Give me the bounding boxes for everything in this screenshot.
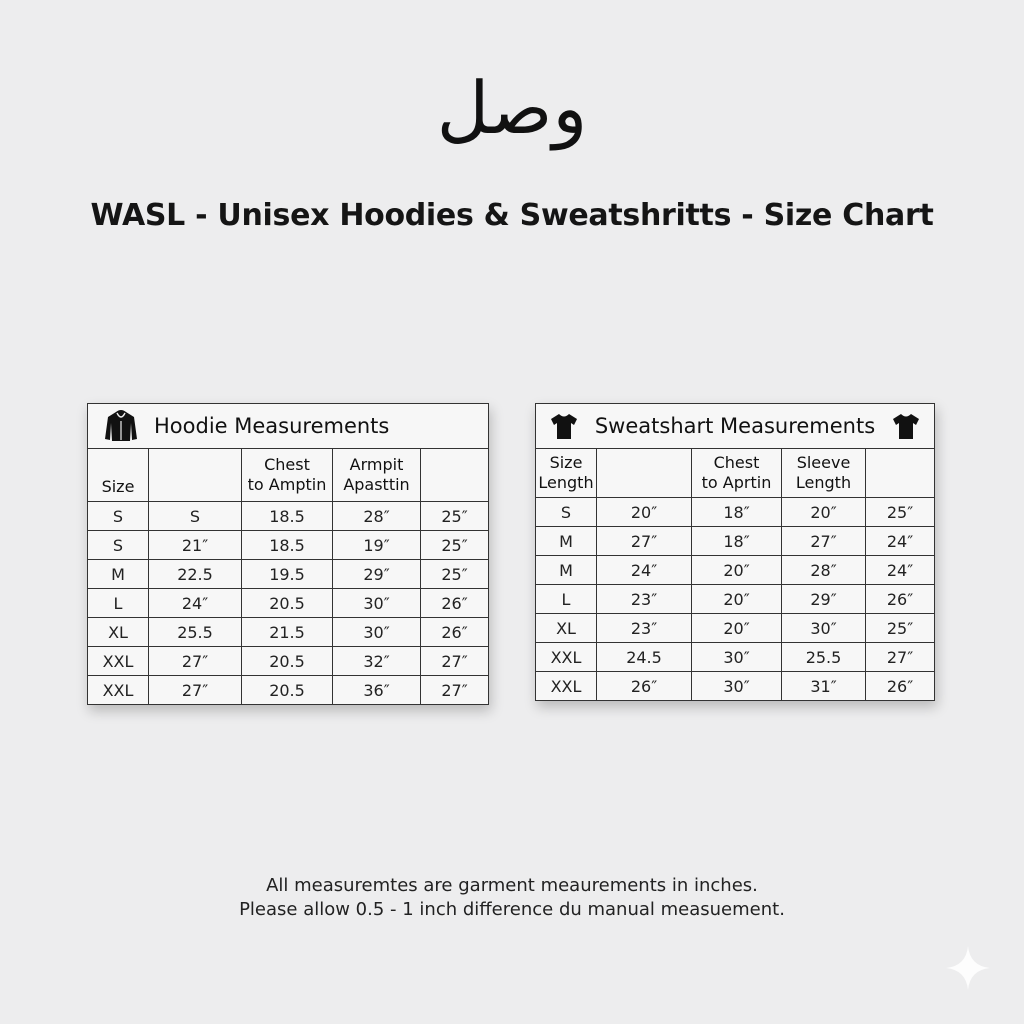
table-cell: 25″ bbox=[866, 498, 935, 527]
table-cell: XXL bbox=[536, 672, 597, 701]
footer-note bbox=[0, 874, 1024, 922]
table-cell: 20″ bbox=[692, 556, 782, 585]
table-cell: S bbox=[536, 498, 597, 527]
column-header-line: Armpit bbox=[349, 455, 404, 474]
table-cell: L bbox=[88, 589, 149, 618]
column-header: Size bbox=[88, 449, 149, 502]
table-cell: M bbox=[536, 527, 597, 556]
table-cell: 18″ bbox=[692, 527, 782, 556]
column-header bbox=[149, 449, 242, 502]
table-cell: 24″ bbox=[149, 589, 242, 618]
table-cell: L bbox=[536, 585, 597, 614]
hoodie-icon bbox=[104, 409, 138, 443]
table-cell: 18.5 bbox=[242, 531, 333, 560]
table-cell: 20″ bbox=[692, 585, 782, 614]
table-cell: XXL bbox=[88, 676, 149, 705]
table-cell: 23″ bbox=[597, 614, 692, 643]
table-cell: 27″ bbox=[149, 676, 242, 705]
table-cell: 25″ bbox=[421, 531, 489, 560]
table-cell: 27″ bbox=[597, 527, 692, 556]
table-cell: 21.5 bbox=[242, 618, 333, 647]
column-header bbox=[421, 449, 489, 502]
table-cell: 30″ bbox=[782, 614, 866, 643]
table-cell: 30″ bbox=[692, 672, 782, 701]
table-row bbox=[536, 643, 935, 672]
table-cell: 26″ bbox=[866, 585, 935, 614]
hoodie-table-header bbox=[88, 404, 489, 449]
sparkle-icon bbox=[943, 943, 993, 993]
table-cell: 27″ bbox=[149, 647, 242, 676]
column-header-line: Sleeve bbox=[796, 453, 851, 472]
sweatshirt-measurements-table bbox=[535, 403, 935, 701]
table-row bbox=[88, 502, 489, 531]
table-cell: M bbox=[536, 556, 597, 585]
table-cell: 18″ bbox=[692, 498, 782, 527]
table-cell: XXL bbox=[88, 647, 149, 676]
table-cell: 36″ bbox=[333, 676, 421, 705]
table-row bbox=[536, 527, 935, 556]
column-header-line: Length bbox=[795, 473, 852, 492]
table-cell: 19.5 bbox=[242, 560, 333, 589]
column-header-line: Size bbox=[549, 453, 583, 472]
table-cell: 26″ bbox=[597, 672, 692, 701]
table-cell: 26″ bbox=[421, 589, 489, 618]
table-cell: 18.5 bbox=[242, 502, 333, 531]
table-row bbox=[88, 589, 489, 618]
table-cell: XL bbox=[88, 618, 149, 647]
table-cell: 31″ bbox=[782, 672, 866, 701]
table-cell: XXL bbox=[536, 643, 597, 672]
column-header-line: Length bbox=[538, 473, 594, 492]
table-cell: 20″ bbox=[597, 498, 692, 527]
table-cell: 23″ bbox=[597, 585, 692, 614]
table-cell: 20.5 bbox=[242, 647, 333, 676]
table-cell: 25″ bbox=[866, 614, 935, 643]
column-header bbox=[782, 449, 866, 498]
table-cell: 28″ bbox=[782, 556, 866, 585]
column-header-line: Apasttin bbox=[343, 475, 410, 494]
table-cell: 30″ bbox=[333, 589, 421, 618]
table-row bbox=[536, 672, 935, 701]
table-cell: 27″ bbox=[421, 647, 489, 676]
wasl-logo: وصل bbox=[436, 66, 588, 150]
table-cell: 25″ bbox=[421, 502, 489, 531]
table-cell: S bbox=[149, 502, 242, 531]
hoodie-table-title: Hoodie Measurements bbox=[154, 414, 390, 438]
table-cell: 27″ bbox=[421, 676, 489, 705]
table-cell: 22.5 bbox=[149, 560, 242, 589]
table-cell: 30″ bbox=[333, 618, 421, 647]
table-row bbox=[536, 498, 935, 527]
column-header-line: Chest bbox=[713, 453, 760, 472]
table-cell: 25.5 bbox=[149, 618, 242, 647]
table-cell: 24″ bbox=[866, 556, 935, 585]
table-row bbox=[88, 647, 489, 676]
column-header bbox=[333, 449, 421, 502]
table-row bbox=[88, 618, 489, 647]
table-cell: 20.5 bbox=[242, 676, 333, 705]
table-cell: 20.5 bbox=[242, 589, 333, 618]
table-cell: 21″ bbox=[149, 531, 242, 560]
column-header bbox=[597, 449, 692, 498]
column-header-line: to Amptin bbox=[247, 475, 327, 494]
table-cell: XL bbox=[536, 614, 597, 643]
table-row bbox=[88, 676, 489, 705]
table-cell: 26″ bbox=[421, 618, 489, 647]
sweatshirt-table-header bbox=[536, 404, 935, 449]
table-cell: M bbox=[88, 560, 149, 589]
column-header-line: Chest bbox=[264, 455, 310, 474]
table-row bbox=[536, 585, 935, 614]
table-row bbox=[88, 531, 489, 560]
table-cell: 28″ bbox=[333, 502, 421, 531]
table-cell: 25.5 bbox=[782, 643, 866, 672]
column-header bbox=[536, 449, 597, 498]
table-row bbox=[88, 560, 489, 589]
column-header-line: to Aprtin bbox=[701, 473, 772, 492]
column-header bbox=[242, 449, 333, 502]
table-row bbox=[536, 614, 935, 643]
page-title: WASL - Unisex Hoodies & Sweatshritts - Size Chart bbox=[90, 198, 934, 233]
table-row bbox=[536, 556, 935, 585]
footer-line-2: Please allow 0.5 - 1 inch difference du manual measuement. bbox=[239, 899, 785, 920]
column-header bbox=[692, 449, 782, 498]
table-cell: 27″ bbox=[866, 643, 935, 672]
table-cell: 26″ bbox=[866, 672, 935, 701]
table-cell: 20″ bbox=[782, 498, 866, 527]
tshirt-icon bbox=[549, 411, 579, 441]
tshirt-icon bbox=[891, 411, 921, 441]
table-cell: 32″ bbox=[333, 647, 421, 676]
table-cell: 20″ bbox=[692, 614, 782, 643]
sweatshirt-table-title: Sweatshart Measurements bbox=[594, 414, 876, 438]
table-cell: 27″ bbox=[782, 527, 866, 556]
table-cell: S bbox=[88, 531, 149, 560]
table-cell: 29″ bbox=[333, 560, 421, 589]
table-cell: 24.5 bbox=[597, 643, 692, 672]
table-cell: 30″ bbox=[692, 643, 782, 672]
table-cell: S bbox=[88, 502, 149, 531]
table-cell: 19″ bbox=[333, 531, 421, 560]
column-header bbox=[866, 449, 935, 498]
hoodie-measurements-table bbox=[87, 403, 489, 705]
footer-line-1: All measuremtes are garment meaurements in inches. bbox=[266, 875, 758, 896]
table-cell: 24″ bbox=[866, 527, 935, 556]
table-cell: 29″ bbox=[782, 585, 866, 614]
table-cell: 24″ bbox=[597, 556, 692, 585]
table-cell: 25″ bbox=[421, 560, 489, 589]
